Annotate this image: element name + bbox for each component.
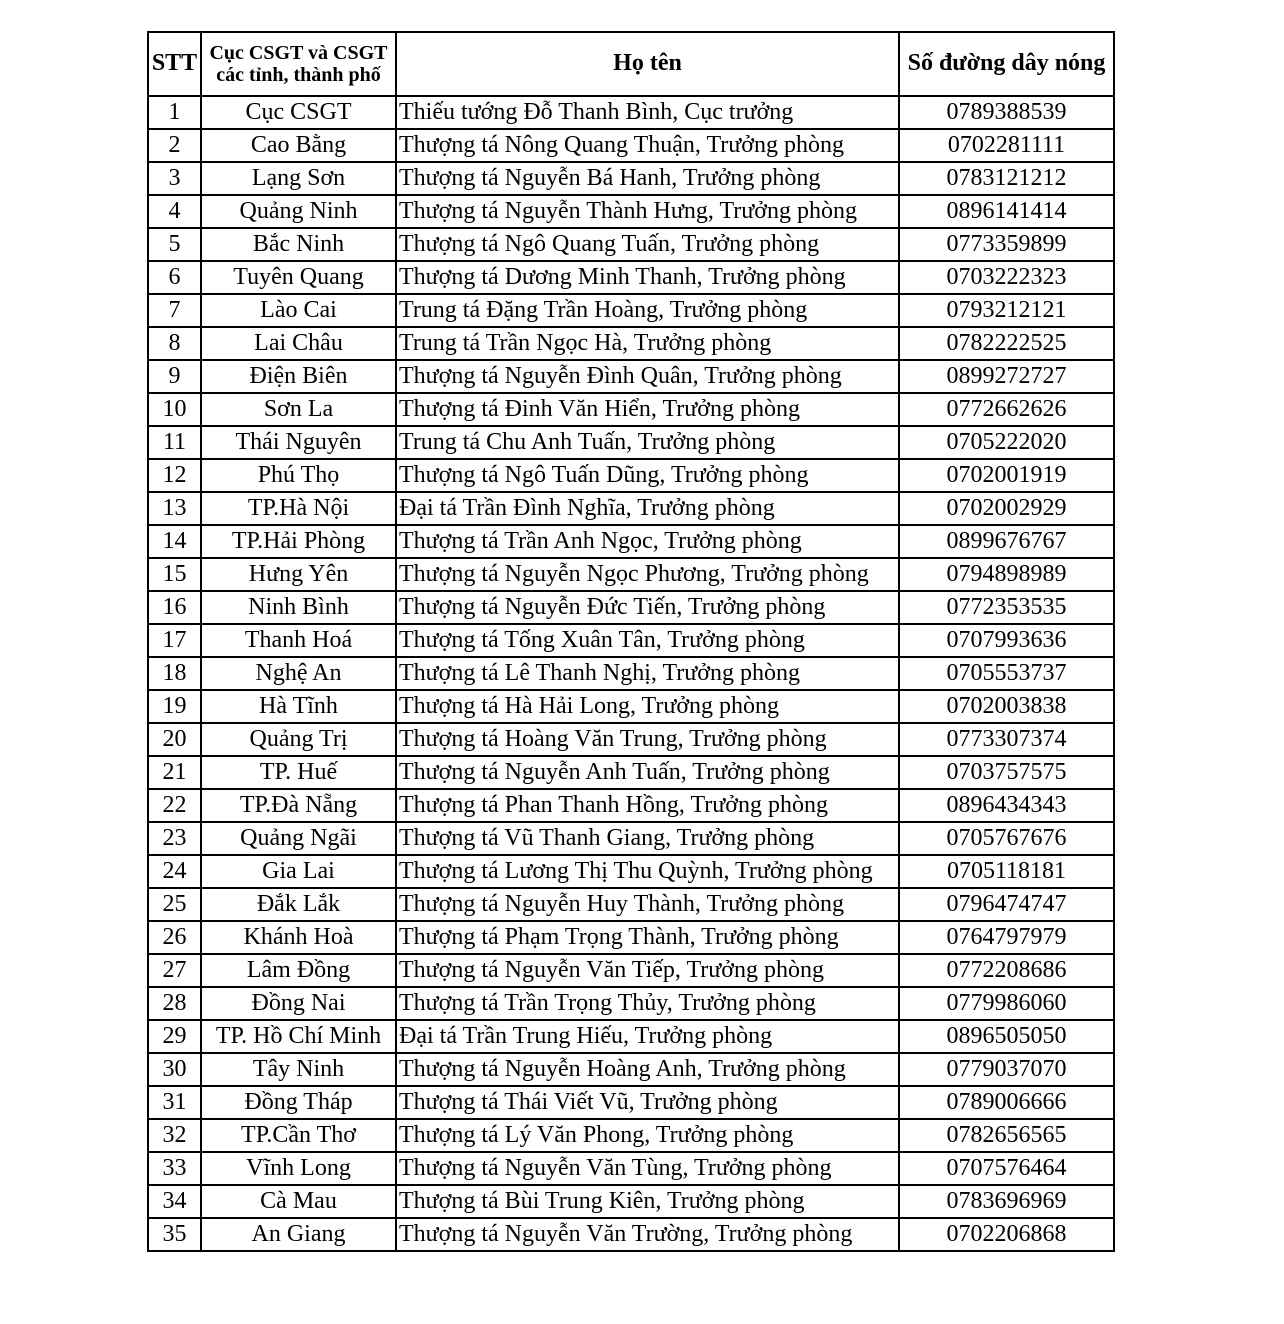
cell-phone: 0773307374	[899, 723, 1114, 756]
cell-stt: 26	[148, 921, 201, 954]
cell-stt: 7	[148, 294, 201, 327]
cell-phone: 0899272727	[899, 360, 1114, 393]
cell-name: Thượng tá Lê Thanh Nghị, Trưởng phòng	[396, 657, 899, 690]
table-row	[148, 162, 1114, 195]
cell-unit: Cục CSGT	[201, 96, 396, 129]
cell-unit: TP. Hồ Chí Minh	[201, 1020, 396, 1053]
cell-name: Thượng tá Nguyễn Thành Hưng, Trưởng phòng	[396, 195, 899, 228]
cell-name: Thượng tá Nguyễn Văn Tùng, Trưởng phòng	[396, 1152, 899, 1185]
table-row	[148, 96, 1114, 129]
cell-stt: 6	[148, 261, 201, 294]
cell-stt: 9	[148, 360, 201, 393]
cell-phone: 0794898989	[899, 558, 1114, 591]
header-phone: Số đường dây nóng	[899, 32, 1114, 96]
cell-unit: Đắk Lắk	[201, 888, 396, 921]
table-row	[148, 1119, 1114, 1152]
cell-phone: 0772662626	[899, 393, 1114, 426]
table-row	[148, 294, 1114, 327]
cell-name: Thượng tá Lý Văn Phong, Trưởng phòng	[396, 1119, 899, 1152]
cell-unit: Bắc Ninh	[201, 228, 396, 261]
cell-unit: Tuyên Quang	[201, 261, 396, 294]
cell-phone: 0779986060	[899, 987, 1114, 1020]
cell-unit: Quảng Ninh	[201, 195, 396, 228]
cell-name: Đại tá Trần Đình Nghĩa, Trưởng phòng	[396, 492, 899, 525]
cell-phone: 0783696969	[899, 1185, 1114, 1218]
cell-unit: TP.Cần Thơ	[201, 1119, 396, 1152]
cell-name: Thượng tá Phạm Trọng Thành, Trưởng phòng	[396, 921, 899, 954]
cell-name: Thượng tá Nguyễn Văn Tiếp, Trưởng phòng	[396, 954, 899, 987]
cell-name: Thượng tá Nguyễn Huy Thành, Trưởng phòng	[396, 888, 899, 921]
table-row	[148, 195, 1114, 228]
cell-phone: 0782656565	[899, 1119, 1114, 1152]
cell-unit: Điện Biên	[201, 360, 396, 393]
table-row	[148, 492, 1114, 525]
cell-unit: Gia Lai	[201, 855, 396, 888]
cell-phone: 0772208686	[899, 954, 1114, 987]
table-row	[148, 888, 1114, 921]
table-row	[148, 591, 1114, 624]
cell-unit: Cao Bằng	[201, 129, 396, 162]
cell-name: Thiếu tướng Đỗ Thanh Bình, Cục trưởng	[396, 96, 899, 129]
cell-phone: 0773359899	[899, 228, 1114, 261]
table-row	[148, 855, 1114, 888]
cell-stt: 28	[148, 987, 201, 1020]
table-row	[148, 360, 1114, 393]
cell-name: Trung tá Chu Anh Tuấn, Trưởng phòng	[396, 426, 899, 459]
table-row	[148, 1185, 1114, 1218]
cell-stt: 25	[148, 888, 201, 921]
cell-stt: 29	[148, 1020, 201, 1053]
cell-unit: Đồng Nai	[201, 987, 396, 1020]
cell-name: Thượng tá Nông Quang Thuận, Trưởng phòng	[396, 129, 899, 162]
header-unit: Cục CSGT và CSGT các tỉnh, thành phố	[201, 32, 396, 96]
table-row	[148, 228, 1114, 261]
cell-stt: 31	[148, 1086, 201, 1119]
cell-stt: 17	[148, 624, 201, 657]
cell-stt: 30	[148, 1053, 201, 1086]
cell-unit: Cà Mau	[201, 1185, 396, 1218]
cell-phone: 0896505050	[899, 1020, 1114, 1053]
cell-phone: 0896434343	[899, 789, 1114, 822]
cell-name: Thượng tá Thái Viết Vũ, Trưởng phòng	[396, 1086, 899, 1119]
cell-name: Thượng tá Ngô Tuấn Dũng, Trưởng phòng	[396, 459, 899, 492]
cell-unit: Khánh Hoà	[201, 921, 396, 954]
cell-name: Thượng tá Vũ Thanh Giang, Trưởng phòng	[396, 822, 899, 855]
cell-name: Thượng tá Ngô Quang Tuấn, Trưởng phòng	[396, 228, 899, 261]
cell-unit: Đồng Tháp	[201, 1086, 396, 1119]
table-row	[148, 1053, 1114, 1086]
cell-stt: 14	[148, 525, 201, 558]
table-row	[148, 558, 1114, 591]
cell-unit: Lạng Sơn	[201, 162, 396, 195]
cell-unit: Quảng Trị	[201, 723, 396, 756]
cell-phone: 0796474747	[899, 888, 1114, 921]
cell-unit: Sơn La	[201, 393, 396, 426]
cell-unit: TP.Hải Phòng	[201, 525, 396, 558]
cell-name: Thượng tá Nguyễn Đình Quân, Trưởng phòng	[396, 360, 899, 393]
cell-unit: Ninh Bình	[201, 591, 396, 624]
cell-stt: 4	[148, 195, 201, 228]
cell-phone: 0899676767	[899, 525, 1114, 558]
cell-unit: Lâm Đồng	[201, 954, 396, 987]
table-row	[148, 657, 1114, 690]
cell-name: Thượng tá Hà Hải Long, Trưởng phòng	[396, 690, 899, 723]
cell-phone: 0772353535	[899, 591, 1114, 624]
table-row	[148, 690, 1114, 723]
cell-phone: 0705553737	[899, 657, 1114, 690]
cell-unit: Thái Nguyên	[201, 426, 396, 459]
cell-stt: 11	[148, 426, 201, 459]
cell-stt: 5	[148, 228, 201, 261]
cell-phone: 0707576464	[899, 1152, 1114, 1185]
table-row	[148, 756, 1114, 789]
cell-phone: 0793212121	[899, 294, 1114, 327]
cell-name: Thượng tá Bùi Trung Kiên, Trưởng phòng	[396, 1185, 899, 1218]
header-name: Họ tên	[396, 32, 899, 96]
cell-name: Thượng tá Lương Thị Thu Quỳnh, Trưởng phòng	[396, 855, 899, 888]
cell-name: Thượng tá Nguyễn Đức Tiến, Trưởng phòng	[396, 591, 899, 624]
cell-phone: 0702281111	[899, 129, 1114, 162]
table-header	[148, 32, 1114, 96]
cell-phone: 0703757575	[899, 756, 1114, 789]
table-body	[148, 96, 1114, 1251]
cell-stt: 12	[148, 459, 201, 492]
cell-stt: 21	[148, 756, 201, 789]
cell-name: Thượng tá Đinh Văn Hiển, Trưởng phòng	[396, 393, 899, 426]
table-row	[148, 129, 1114, 162]
cell-phone: 0707993636	[899, 624, 1114, 657]
table-row	[148, 1086, 1114, 1119]
cell-phone: 0896141414	[899, 195, 1114, 228]
cell-stt: 24	[148, 855, 201, 888]
cell-name: Thượng tá Nguyễn Ngọc Phương, Trưởng phòng	[396, 558, 899, 591]
cell-phone: 0702001919	[899, 459, 1114, 492]
table-row	[148, 723, 1114, 756]
cell-stt: 13	[148, 492, 201, 525]
cell-unit: Lai Châu	[201, 327, 396, 360]
table-row	[148, 1020, 1114, 1053]
hotline-table	[147, 31, 1115, 1252]
cell-stt: 23	[148, 822, 201, 855]
cell-stt: 8	[148, 327, 201, 360]
cell-stt: 18	[148, 657, 201, 690]
cell-stt: 15	[148, 558, 201, 591]
cell-stt: 2	[148, 129, 201, 162]
cell-stt: 35	[148, 1218, 201, 1251]
cell-name: Thượng tá Nguyễn Văn Trường, Trưởng phòng	[396, 1218, 899, 1251]
table-row	[148, 393, 1114, 426]
cell-name: Thượng tá Tống Xuân Tân, Trưởng phòng	[396, 624, 899, 657]
cell-unit: Tây Ninh	[201, 1053, 396, 1086]
cell-stt: 3	[148, 162, 201, 195]
cell-stt: 22	[148, 789, 201, 822]
cell-stt: 32	[148, 1119, 201, 1152]
cell-unit: Vĩnh Long	[201, 1152, 396, 1185]
cell-unit: Phú Thọ	[201, 459, 396, 492]
cell-unit: TP. Huế	[201, 756, 396, 789]
cell-name: Thượng tá Nguyễn Bá Hanh, Trưởng phòng	[396, 162, 899, 195]
cell-stt: 16	[148, 591, 201, 624]
table-row	[148, 954, 1114, 987]
cell-unit: An Giang	[201, 1218, 396, 1251]
cell-phone: 0705222020	[899, 426, 1114, 459]
table-row	[148, 525, 1114, 558]
cell-phone: 0789006666	[899, 1086, 1114, 1119]
cell-phone: 0702206868	[899, 1218, 1114, 1251]
cell-unit: TP.Đà Nẵng	[201, 789, 396, 822]
cell-unit: TP.Hà Nội	[201, 492, 396, 525]
cell-name: Trung tá Đặng Trần Hoàng, Trưởng phòng	[396, 294, 899, 327]
cell-name: Thượng tá Trần Trọng Thủy, Trưởng phòng	[396, 987, 899, 1020]
cell-name: Đại tá Trần Trung Hiếu, Trưởng phòng	[396, 1020, 899, 1053]
table-row	[148, 789, 1114, 822]
cell-phone: 0764797979	[899, 921, 1114, 954]
cell-name: Thượng tá Phan Thanh Hồng, Trưởng phòng	[396, 789, 899, 822]
cell-name: Thượng tá Nguyễn Anh Tuấn, Trưởng phòng	[396, 756, 899, 789]
cell-stt: 20	[148, 723, 201, 756]
cell-stt: 33	[148, 1152, 201, 1185]
cell-name: Thượng tá Nguyễn Hoàng Anh, Trưởng phòng	[396, 1053, 899, 1086]
cell-stt: 1	[148, 96, 201, 129]
table-row	[148, 1218, 1114, 1251]
header-stt: STT	[148, 32, 201, 96]
table-row	[148, 261, 1114, 294]
cell-phone: 0705767676	[899, 822, 1114, 855]
table-row	[148, 459, 1114, 492]
table-row	[148, 426, 1114, 459]
cell-phone: 0703222323	[899, 261, 1114, 294]
cell-unit: Thanh Hoá	[201, 624, 396, 657]
cell-stt: 19	[148, 690, 201, 723]
table-row	[148, 822, 1114, 855]
cell-unit: Hưng Yên	[201, 558, 396, 591]
table-row	[148, 921, 1114, 954]
cell-phone: 0783121212	[899, 162, 1114, 195]
table-row	[148, 624, 1114, 657]
table-row	[148, 327, 1114, 360]
cell-unit: Quảng Ngãi	[201, 822, 396, 855]
cell-name: Thượng tá Trần Anh Ngọc, Trưởng phòng	[396, 525, 899, 558]
table-row	[148, 987, 1114, 1020]
cell-name: Thượng tá Hoàng Văn Trung, Trưởng phòng	[396, 723, 899, 756]
cell-phone: 0782222525	[899, 327, 1114, 360]
cell-unit: Nghệ An	[201, 657, 396, 690]
cell-stt: 27	[148, 954, 201, 987]
cell-phone: 0705118181	[899, 855, 1114, 888]
cell-stt: 10	[148, 393, 201, 426]
cell-phone: 0779037070	[899, 1053, 1114, 1086]
cell-phone: 0702003838	[899, 690, 1114, 723]
cell-name: Thượng tá Dương Minh Thanh, Trưởng phòng	[396, 261, 899, 294]
cell-stt: 34	[148, 1185, 201, 1218]
header-row	[148, 32, 1114, 96]
table-row	[148, 1152, 1114, 1185]
cell-phone: 0702002929	[899, 492, 1114, 525]
cell-phone: 0789388539	[899, 96, 1114, 129]
cell-name: Trung tá Trần Ngọc Hà, Trưởng phòng	[396, 327, 899, 360]
cell-unit: Lào Cai	[201, 294, 396, 327]
cell-unit: Hà Tĩnh	[201, 690, 396, 723]
